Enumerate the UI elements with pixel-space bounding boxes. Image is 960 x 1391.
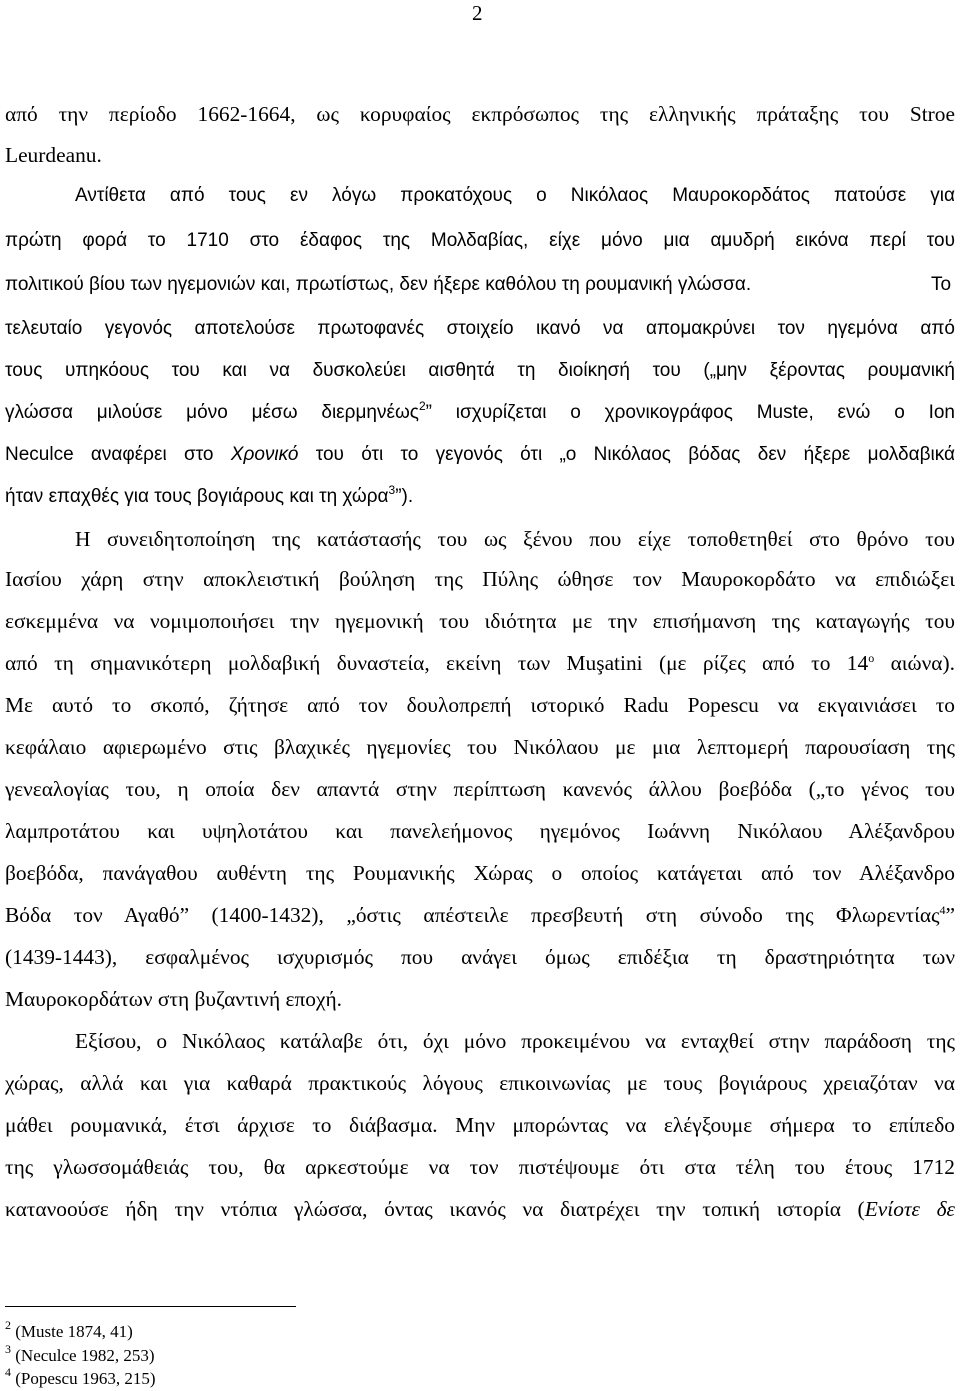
text-line: κατανοούσε ήδη την ντόπια γλώσσα, όντας ικανός να διατρέχει την τοπική ιστορία (Ενίοτε δε — [5, 1197, 955, 1221]
footnote-separator — [5, 1306, 296, 1307]
text-line: της γλωσσομάθειάς του, θα αρκεστούμε να τον πιστέψουμε ότι στα τέλη του έτους 1712 — [5, 1155, 955, 1179]
footnote: $^3$ (Neculce 1982, 253) — [5, 1342, 155, 1365]
text-line: τελευταίο γεγονός αποτελούσε πρωτοφανές στοιχείο ικανό να απομακρύνει τον ηγεμόνα από — [5, 318, 955, 339]
text-line: από την περίοδο 1662-1664, ως κορυφαίος εκπρόσωπος της ελληνικής πράταξης του Stroe — [5, 102, 955, 126]
text-line: βοεβόδα, πανάγαθου αυθέντη της Ρουμανικής Χώρας ο οποίος κατάγεται από τον Αλέξανδρο — [5, 861, 955, 885]
text-line: τους υπηκόους του και να δυσκολεύει αισθητά τη διοίκησή του („μην ξέροντας ρουμανική — [5, 360, 955, 381]
text-line: γλώσσα μιλούσε μόνο μέσω διερμηνέως$^2$” ισχυρίζεται ο χρονικογράφος Muste, ενώ ο Ion — [5, 399, 955, 423]
text-line: κεφάλαιο αφιερωμένο στις βλαχικές ηγεμονίες του Νικόλαου με μια λεπτομερή παρουσίαση της — [5, 735, 955, 759]
text-line: Το — [931, 274, 952, 295]
text-line: Neculce αναφέρει στο Χρονικό του ότι το γεγονός ότι „ο Νικόλαος βόδας δεν ήξερε μολδαβικά — [5, 444, 955, 465]
footnote-ref: 4 — [939, 903, 946, 917]
footnote-number: 2 — [5, 1318, 11, 1332]
text-line: ήταν επαχθές για τους βογιάρους και τη χώρα$^3$”). — [5, 483, 414, 507]
text-line: Η συνειδητοποίηση της κατάστασής του ως ξένου που είχε τοποθετηθεί στο θρόνο του — [75, 527, 955, 551]
page-number: 2 — [472, 1, 483, 25]
footnote-ref: 2 — [418, 399, 426, 413]
text-line: Leurdeanu. — [5, 143, 102, 167]
footnote-ref: 3 — [388, 483, 396, 497]
text-line: μάθει ρουμανικά, έτσι άρχισε το διάβασμα. Μην μπορώντας να ελέγξουμε σήμερα το επίπεδο — [5, 1113, 955, 1137]
footnote: $^2$ (Muste 1874, 41) — [5, 1318, 133, 1341]
text-line: Βόδα τον Αγαθό” (1400-1432), „όστις απέστειλε πρεσβευτή στη σύνοδο της Φλωρεντίας$^4$” — [5, 903, 955, 927]
text-line: Ιασίου χάρη στην αποκλειστική βούληση της Πύλης ώθησε τον Μαυροκορδάτο να επιδιώξει — [5, 567, 955, 591]
superscript-o: ο — [868, 651, 875, 665]
text-line: (1439-1443), εσφαλμένος ισχυρισμός που ανάγει όμως επιδέξια τη δραστηριότητα των — [5, 945, 955, 969]
footnote-number: 3 — [5, 1342, 11, 1356]
text-line: χώρας, αλλά και για καθαρά πρακτικούς λόγους επικοινωνίας με τους βογιάρους χρειαζόταν να — [5, 1071, 955, 1095]
text-line: Αντίθετα από τους εν λόγω προκατόχους ο Νικόλαος Μαυροκορδάτος πατούσε για — [75, 185, 955, 206]
text-line: Μαυροκορδάτων στη βυζαντινή εποχή. — [5, 987, 343, 1011]
text-line: πολιτικού βίου των ηγεμονιών και, πρωτίστως, δεν ήξερε καθόλου τη ρουμανική γλώσσα. — [5, 274, 752, 295]
text-line: από τη σημανικότερη μολδαβική δυναστεία, εκείνη των Muşatini (με ρίζες από το $14^o$ αιώνα). — [5, 651, 955, 675]
italic-title: Χρονικό — [230, 444, 299, 465]
text-line: Εξίσου, ο Νικόλαος κατάλαβε ότι, όχι μόνο προκειμένου να ενταχθεί στην παράδοση της — [75, 1029, 955, 1053]
text-line: εσκεμμένα να νομιμοποιήσει την ηγεμονική του ιδιότητα με την επισήμανση της καταγωγής του — [5, 609, 955, 633]
footnote-number: 4 — [5, 1365, 11, 1379]
text-line: Με αυτό το σκοπό, ζήτησε από τον δουλοπρεπή ιστορικό Radu Popescu να εκγαινιάσει το — [5, 693, 955, 717]
text-line: γενεαλογίας του, η οποία δεν απαντά στην περίπτωση κανενός άλλου βοεβόδα („το γένος του — [5, 777, 955, 801]
footnote: $^4$ (Popescu 1963, 215) — [5, 1365, 156, 1388]
text-line: πρώτη φορά το 1710 στο έδαφος της Μολδαβίας, είχε μόνο μια αμυδρή εικόνα περί του — [5, 230, 955, 251]
text-line: λαμπροτάτου και υψηλοτάτου και πανελεήμονος ηγεμόνος Ιωάννη Νικόλαου Αλέξανδρου — [5, 819, 955, 843]
italic-text: Ενίοτε δε — [864, 1197, 955, 1221]
